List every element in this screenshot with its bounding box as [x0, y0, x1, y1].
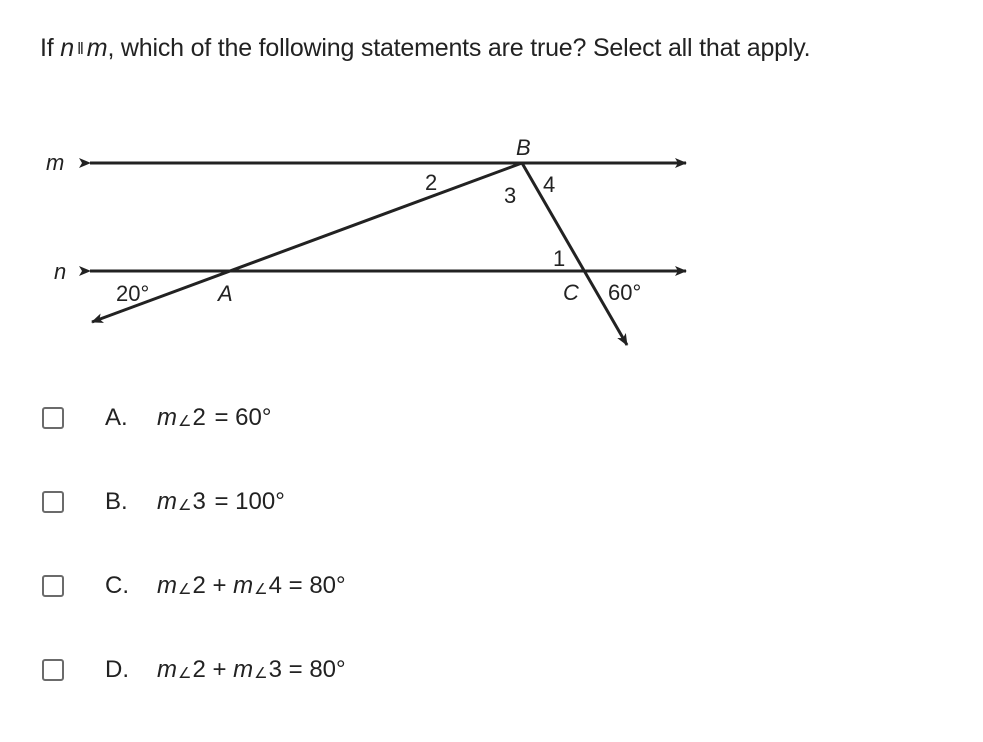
question-suffix: , which of the following statements are true? Select all that apply. [107, 34, 811, 62]
transversal-ab [92, 163, 522, 322]
parallel-symbol: ‖ [76, 39, 84, 58]
angle-20-label: 20° [116, 281, 150, 306]
choice-a[interactable] [42, 403, 272, 433]
point-a-label: A [218, 281, 233, 306]
angle-2-label: 2 [425, 170, 438, 195]
angle-60-label: 60° [608, 280, 642, 305]
question-var-n: n [60, 34, 74, 62]
choice-a-letter: A. [105, 404, 128, 431]
choice-b-checkbox[interactable] [42, 491, 64, 513]
choice-d[interactable] [42, 655, 346, 685]
choice-a-checkbox[interactable] [42, 407, 64, 429]
choice-c-letter: C. [105, 572, 129, 599]
question-var-m: m [86, 34, 108, 62]
angle-1-label: 1 [553, 246, 566, 271]
point-c-label: C [563, 280, 579, 305]
angle-3-label: 3 [504, 183, 517, 208]
choice-c-checkbox[interactable] [42, 575, 64, 597]
choice-a-expression: m∠2 = 60° [157, 404, 272, 431]
choice-b-expression: m∠3 = 100° [157, 488, 285, 515]
transversal-bc [522, 163, 627, 345]
choice-b-letter: B. [105, 488, 128, 515]
line-m-label: m [46, 150, 65, 175]
choice-d-letter: D. [105, 656, 129, 683]
choice-c[interactable] [42, 571, 346, 601]
angle-4-label: 4 [543, 172, 556, 197]
choice-c-expression: m∠2 + m∠4 = 80° [157, 572, 346, 599]
choice-d-expression: m∠2 + m∠3 = 80° [157, 656, 346, 683]
point-b-label: B [516, 135, 531, 160]
choice-d-checkbox[interactable] [42, 659, 64, 681]
choice-b[interactable] [42, 487, 285, 517]
question-prefix: If [40, 34, 61, 62]
line-n-label: n [54, 259, 67, 284]
